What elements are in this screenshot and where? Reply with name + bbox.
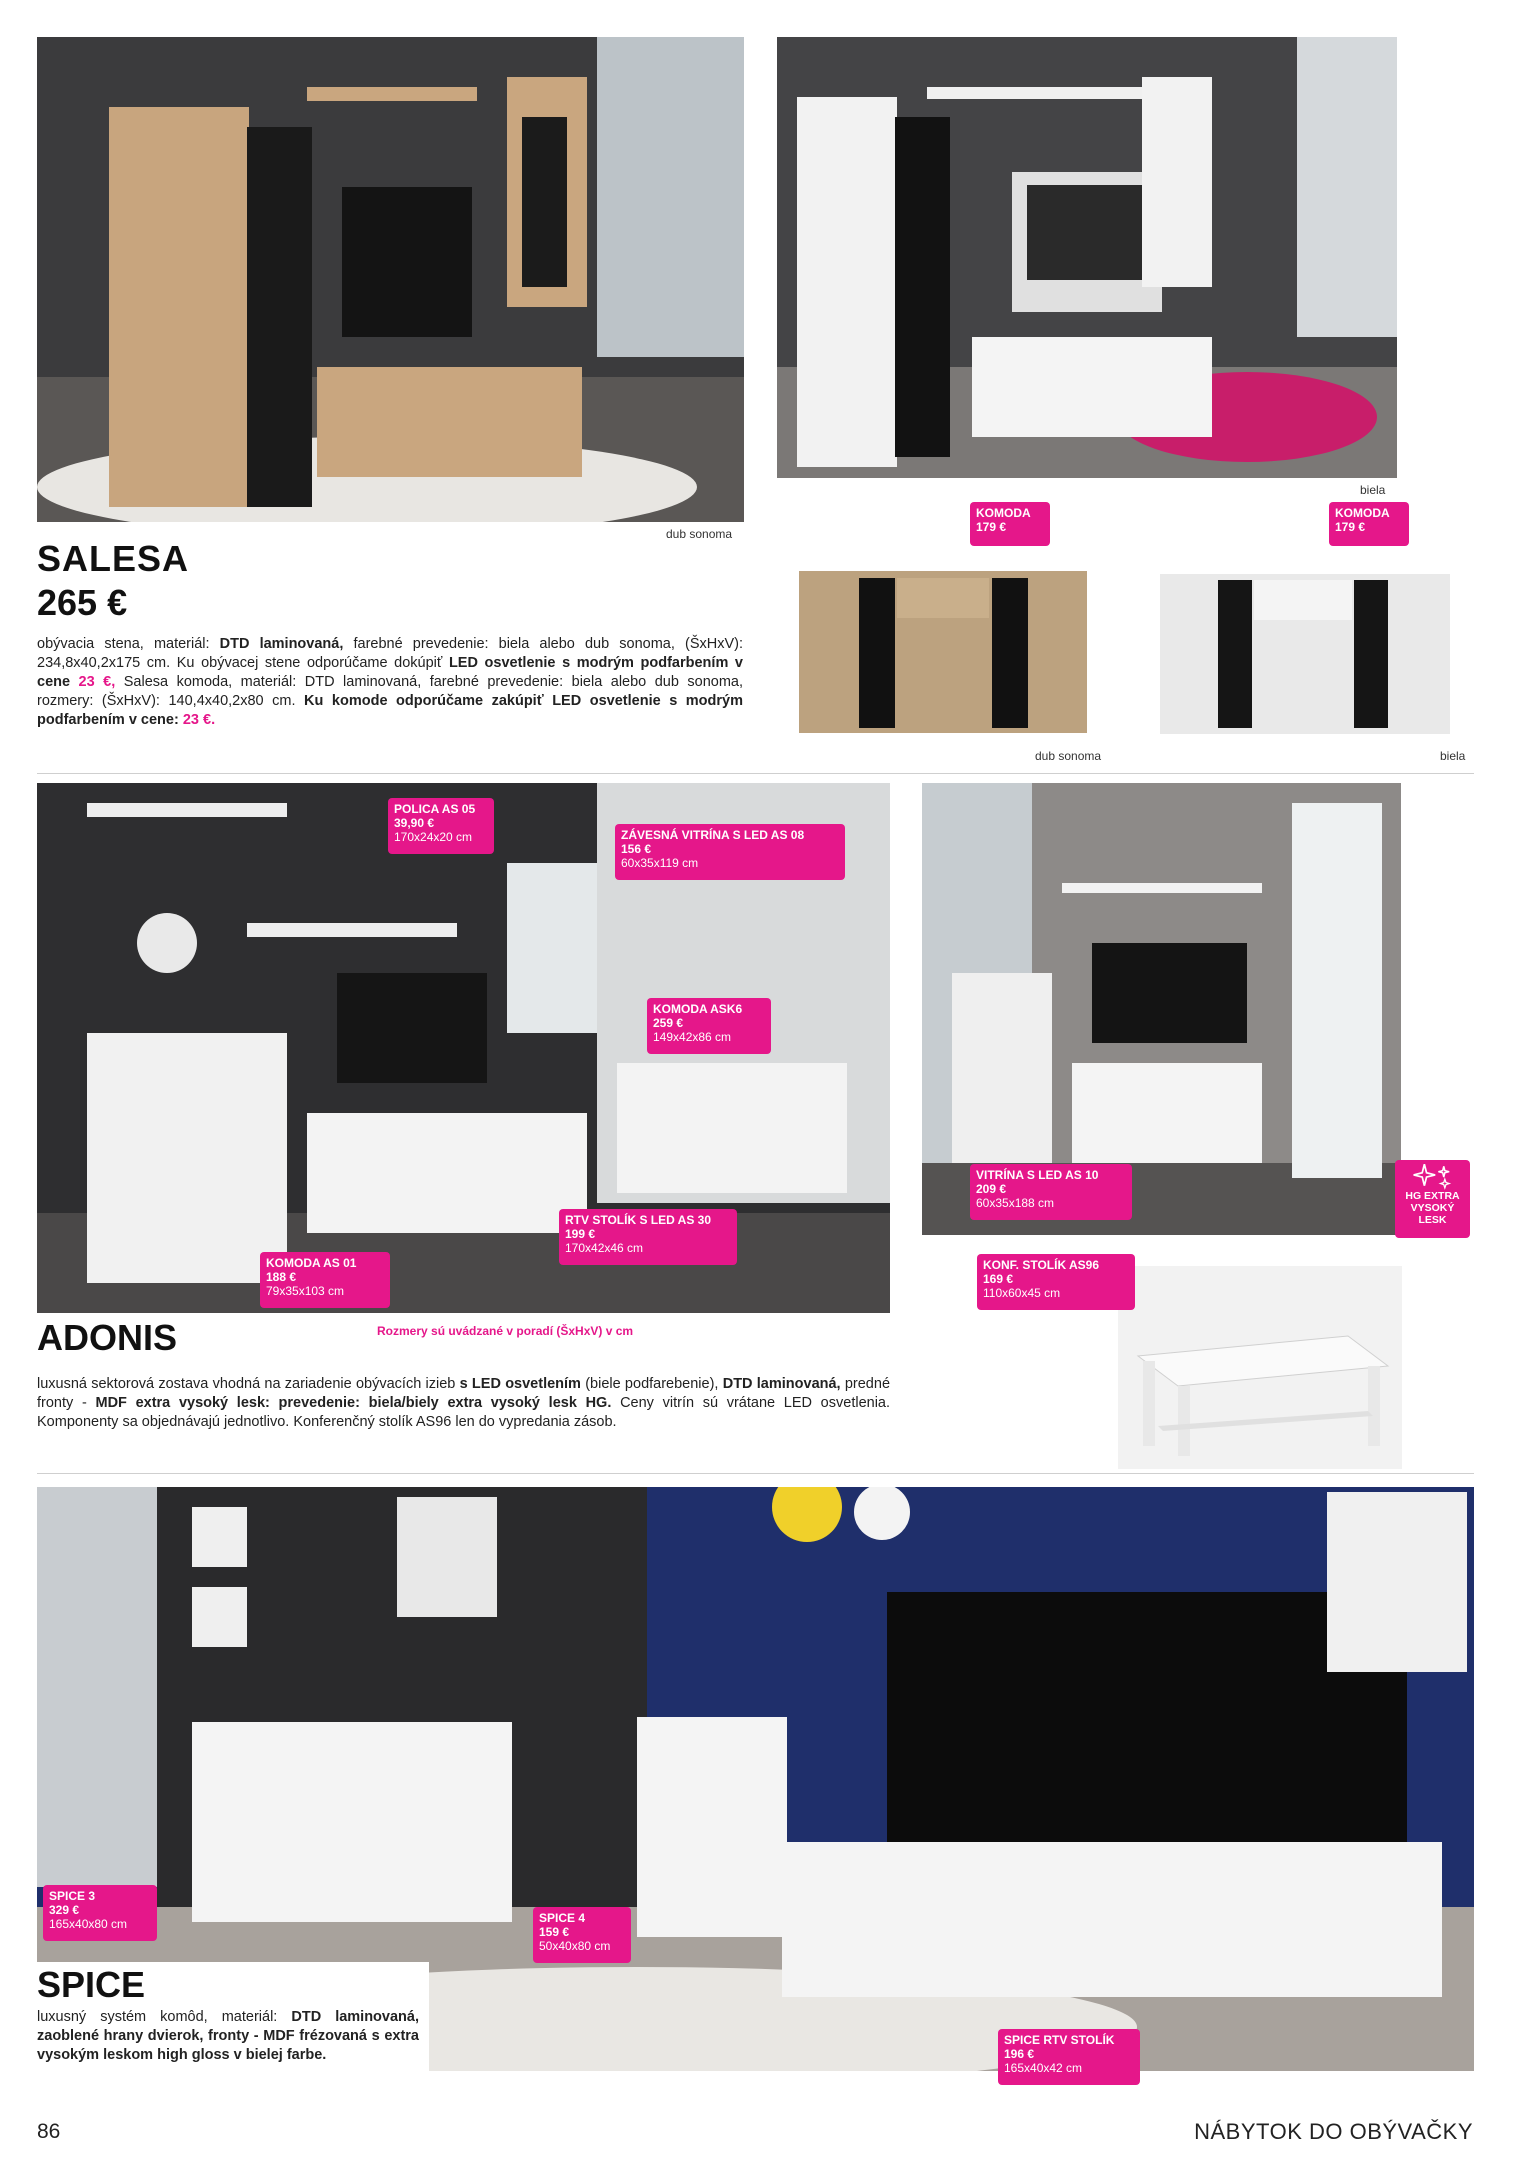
tag-dims: 149x42x86 cm [653, 1030, 732, 1044]
tag-vitrina-as10 [970, 1164, 1132, 1220]
salesa-description [37, 635, 743, 730]
tag-name: POLICA AS 05 [394, 802, 476, 816]
salesa-price: 265 € [37, 582, 128, 623]
text: obývacia stena, materiál: [37, 636, 220, 652]
tag-dims: 170x42x46 cm [565, 1241, 644, 1255]
text: MDF extra vysoký lesk: prevedenie: biela/biely extra vysoký lesk HG. [95, 1395, 612, 1411]
tag-price: 259 € [653, 1016, 684, 1030]
tag-rtv-stolik-as30 [559, 1209, 737, 1265]
text: Ceny vitrín sú vrátane LED osvetlenia. Komponenty sa objednávajú jednotlivo. Konferenčný stolík AS96 len do vypredania zásob. [37, 1395, 891, 1430]
tag-polica-as05 [388, 798, 494, 854]
tag-price: 169 € [983, 1272, 1014, 1286]
tag-name: ZÁVESNÁ VITRÍNA S LED AS 08 [621, 828, 805, 842]
salesa-komoda-tag-1 [970, 502, 1050, 546]
tag-price: 179 € [976, 520, 1007, 534]
salesa-white-label: biela [1360, 483, 1386, 497]
text: 23 €, [78, 674, 116, 690]
text: LED osvetlenie s modrým podfarbením v cene [37, 655, 743, 690]
salesa-sonoma-photo [37, 37, 744, 522]
tag-price: 196 € [1004, 2047, 1035, 2061]
section-title: NÁBYTOK DO OBÝVAČKY [1194, 2119, 1473, 2144]
salesa-color-label: dub sonoma [666, 527, 733, 541]
text: s LED osvetlením [459, 1376, 581, 1392]
tag-name: KOMODA [976, 506, 1031, 520]
adonis-size-note: Rozmery sú uvádzané v poradí (ŠxHxV) v cm [377, 1324, 634, 1338]
salesa-komoda-sonoma-photo [797, 566, 1089, 741]
tag-dims: 79x35x103 cm [266, 1284, 345, 1298]
text: DTD laminovaná, zaoblené hrany dvierok, fronty - MDF frézovaná s extra vysokým leskom high gloss v bielej farbe. [37, 2009, 419, 2063]
adonis-title: ADONIS [37, 1317, 178, 1358]
adonis-konf-stolik-photo [1118, 1266, 1402, 1469]
text: 23 €. [182, 712, 216, 728]
text: predné fronty - [37, 1376, 891, 1411]
tag-dims: 60x35x188 cm [976, 1196, 1055, 1210]
salesa-white-photo [777, 37, 1397, 478]
divider [37, 773, 1474, 774]
text: luxusný systém komôd, materiál: [37, 2009, 292, 2025]
salesa-komoda-sonoma-label: dub sonoma [1035, 749, 1102, 763]
tag-price: 179 € [1335, 520, 1366, 534]
tag-name: SPICE 3 [49, 1889, 96, 1903]
tag-dims: 165x40x80 cm [49, 1917, 128, 1931]
page-number: 86 [37, 2120, 61, 2143]
tag-name: SPICE 4 [539, 1911, 586, 1925]
tag-dims: 170x24x20 cm [394, 830, 473, 844]
tag-price: 156 € [621, 842, 652, 856]
spice-description [37, 2008, 419, 2065]
tag-name: SPICE RTV STOLÍK [1004, 2033, 1115, 2047]
badge-line: HG EXTRA [1405, 1190, 1460, 1202]
tag-dims: 110x60x45 cm [983, 1286, 1061, 1300]
salesa-komoda-white-label: biela [1440, 749, 1466, 763]
tag-price: 39,90 € [394, 816, 435, 830]
tag-name: KOMODA AS 01 [266, 1256, 357, 1270]
tag-dims: 60x35x119 cm [621, 856, 699, 870]
tag-komoda-ask6 [647, 998, 771, 1054]
tag-price: 159 € [539, 1925, 570, 1939]
tag-price: 199 € [565, 1227, 596, 1241]
text: luxusná sektorová zostava vhodná na zariadenie obývacích izieb [37, 1376, 460, 1392]
tag-name: KOMODA ASK6 [653, 1002, 743, 1016]
tag-zavesna-vitrina-as08 [615, 824, 845, 880]
adonis-description [37, 1375, 890, 1432]
text: farebné prevedenie: biela alebo dub sonoma, (ŠxHxV): 234,8x40,2x175 cm. Ku obývacej stene odporúčame dokúpiť [37, 636, 743, 671]
tag-name: KONF. STOLÍK AS96 [983, 1258, 1100, 1272]
salesa-title: SALESA [37, 538, 190, 579]
tag-price: 209 € [976, 1182, 1007, 1196]
text: Salesa komoda, materiál: DTD laminovaná, farebné prevedenie: biela alebo dub sonoma, rozmery: (ŠxHxV): 140,4x40,2x80 cm. [37, 674, 744, 709]
tag-spice-4 [533, 1907, 631, 1963]
text: (biele podfarebenie), [580, 1376, 723, 1392]
tag-dims: 165x40x42 cm [1004, 2061, 1083, 2075]
hg-extra-badge [1395, 1160, 1470, 1238]
tag-name: RTV STOLÍK S LED AS 30 [565, 1213, 712, 1227]
tag-komoda-as01 [260, 1252, 390, 1308]
text: DTD laminovaná, [722, 1376, 841, 1392]
tag-name: VITRÍNA S LED AS 10 [976, 1168, 1099, 1182]
tag-konf-stolik-as96 [977, 1254, 1135, 1310]
text: DTD laminovaná, [219, 636, 344, 652]
salesa-komoda-tag-2 [1329, 502, 1409, 546]
tag-price: 188 € [266, 1270, 297, 1284]
salesa-komoda-white-photo [1158, 570, 1453, 740]
tag-spice-3 [43, 1885, 157, 1941]
badge-line: VYSOKÝ [1410, 1202, 1455, 1214]
badge-line: LESK [1418, 1214, 1447, 1226]
tag-price: 329 € [49, 1903, 80, 1917]
tag-spice-rtv-stolik [998, 2029, 1140, 2085]
sparkle-icon [1411, 1162, 1455, 1190]
tag-name: KOMODA [1335, 506, 1390, 520]
spice-title: SPICE [37, 1964, 146, 2005]
divider [37, 1473, 1474, 1474]
tag-dims: 50x40x80 cm [539, 1939, 611, 1953]
text: Ku komode odporúčame zakúpiť LED osvetlenie s modrým podfarbením v cene: [37, 693, 744, 728]
